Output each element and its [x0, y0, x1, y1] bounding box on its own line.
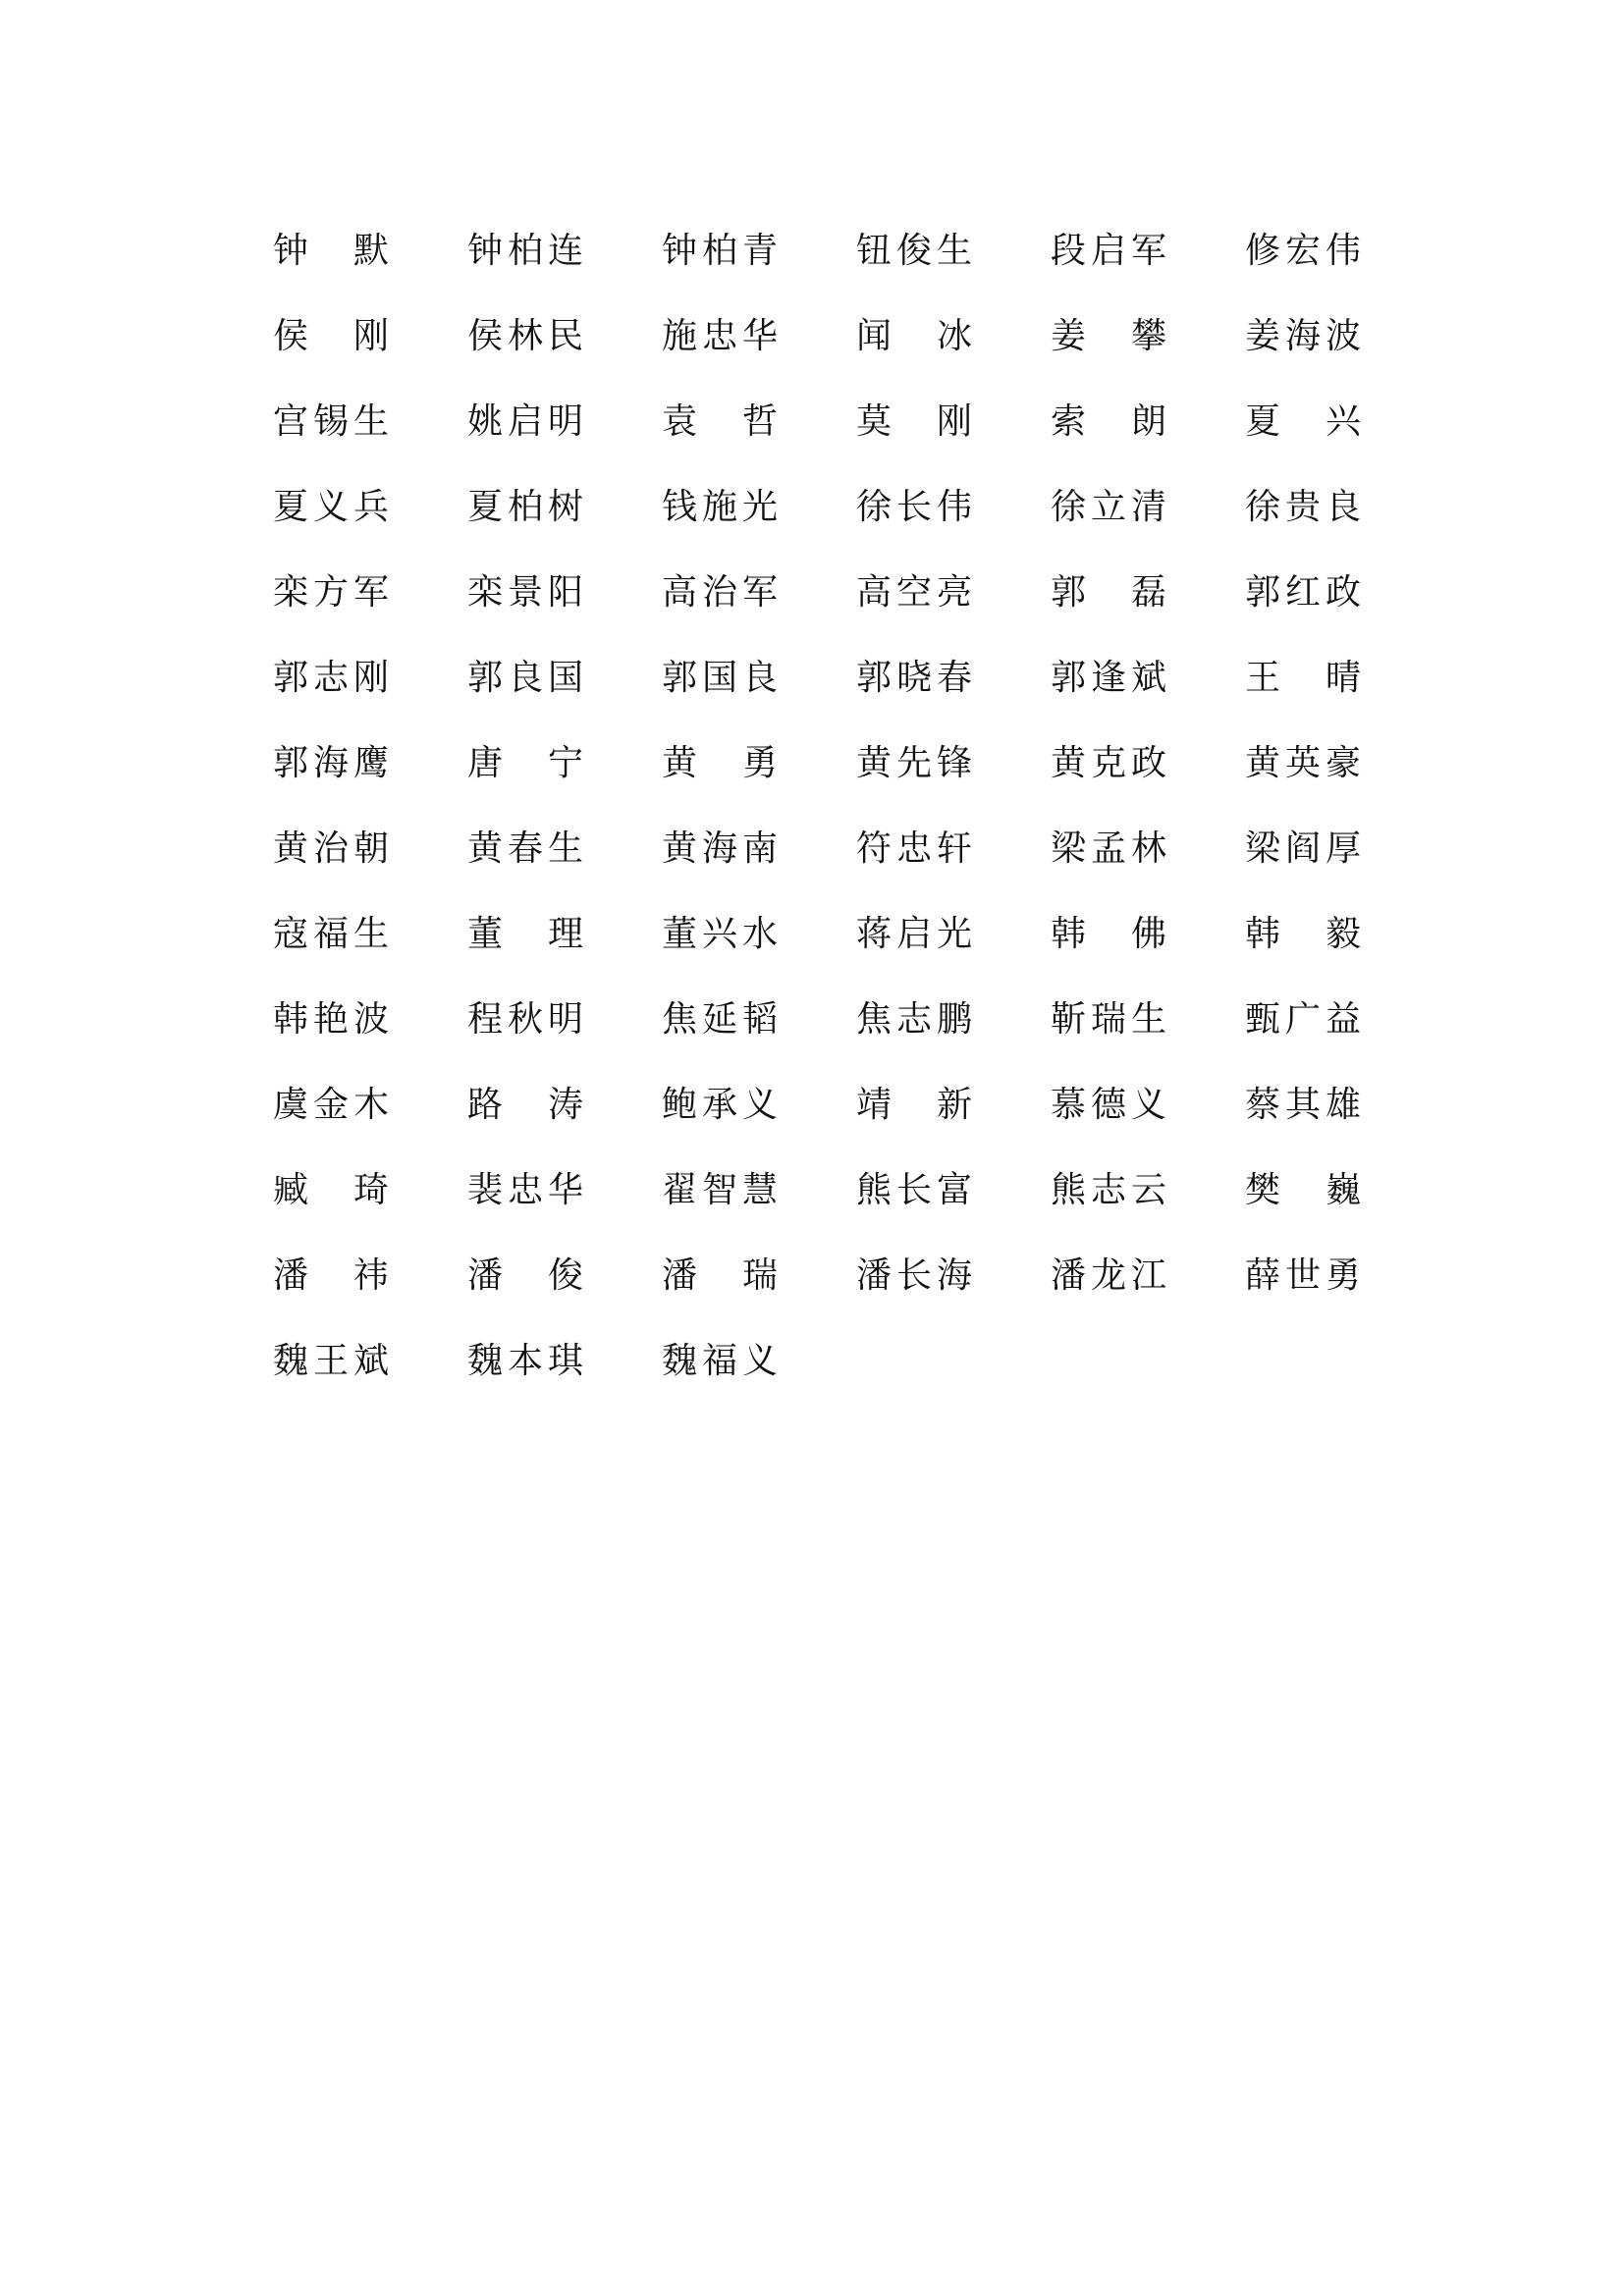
name-entry: 夏 义 兵 — [273, 486, 390, 527]
name-entry: 钟 柏 连 — [467, 230, 584, 271]
name-entry: 栾 景 阳 — [467, 571, 584, 613]
name-entry: 翟 智 慧 — [662, 1169, 779, 1210]
name-entry: 魏 福 义 — [662, 1340, 779, 1381]
name-entry: 徐 长 伟 — [856, 486, 973, 527]
name-entry: 栾 方 军 — [273, 571, 390, 613]
name-entry: 郭 逢 斌 — [1051, 657, 1167, 698]
name-entry: 徐 立 清 — [1051, 486, 1167, 527]
name-entry: 郭 良 国 — [467, 657, 584, 698]
name-entry: 唐 宁 — [467, 742, 584, 783]
name-entry: 侯 刚 — [273, 315, 390, 356]
name-entry: 徐 贵 良 — [1245, 486, 1362, 527]
name-entry: 董 理 — [467, 913, 584, 954]
name-entry: 黄 先 锋 — [856, 742, 973, 783]
name-entry: 莫 刚 — [856, 400, 973, 442]
name-entry: 潘 瑞 — [662, 1255, 779, 1296]
name-entry: 黄 克 政 — [1051, 742, 1167, 783]
name-entry: 董 兴 水 — [662, 913, 779, 954]
name-entry: 黄 海 南 — [662, 828, 779, 869]
name-entry: 甄 广 益 — [1245, 998, 1362, 1040]
name-entry: 鲍 承 义 — [662, 1084, 779, 1125]
name-entry: 慕 德 义 — [1051, 1084, 1167, 1125]
name-entry: 郭 红 政 — [1245, 571, 1362, 613]
name-entry: 郭 磊 — [1051, 571, 1167, 613]
name-entry: 蔡 其 雄 — [1245, 1084, 1362, 1125]
name-entry: 施 忠 华 — [662, 315, 779, 356]
name-entry: 侯 林 民 — [467, 315, 584, 356]
name-entry: 潘 长 海 — [856, 1255, 973, 1296]
name-entry: 虞 金 木 — [273, 1084, 390, 1125]
name-entry: 郭 海 鹰 — [273, 742, 390, 783]
name-entry: 王 晴 — [1245, 657, 1362, 698]
name-entry: 郭 志 刚 — [273, 657, 390, 698]
name-entry: 郭 国 良 — [662, 657, 779, 698]
name-entry: 高 空 亮 — [856, 571, 973, 613]
name-entry: 魏 王 斌 — [273, 1340, 390, 1381]
name-entry: 夏 柏 树 — [467, 486, 584, 527]
name-list — [273, 208, 1382, 1404]
name-entry: 黄 治 朝 — [273, 828, 390, 869]
name-entry: 潘 俊 — [467, 1255, 584, 1296]
name-entry: 焦 延 韬 — [662, 998, 779, 1040]
name-entry: 潘 龙 江 — [1051, 1255, 1167, 1296]
name-entry: 闻 冰 — [856, 315, 973, 356]
name-entry: 钱 施 光 — [662, 486, 779, 527]
name-entry: 臧 琦 — [273, 1169, 390, 1210]
name-entry: 魏 本 琪 — [467, 1340, 584, 1381]
name-entry: 寇 福 生 — [273, 913, 390, 954]
name-entry: 梁 孟 林 — [1051, 828, 1167, 869]
name-entry: 梁 阎 厚 — [1245, 828, 1362, 869]
name-entry: 符 忠 轩 — [856, 828, 973, 869]
name-entry: 夏 兴 — [1245, 400, 1362, 442]
name-entry: 高 治 军 — [662, 571, 779, 613]
name-entry: 路 涛 — [467, 1084, 584, 1125]
name-entry: 焦 志 鹏 — [856, 998, 973, 1040]
name-entry: 薛 世 勇 — [1245, 1255, 1362, 1296]
name-entry: 蒋 启 光 — [856, 913, 973, 954]
name-entry: 韩 毅 — [1245, 913, 1362, 954]
name-entry: 宫 锡 生 — [273, 400, 390, 442]
name-entry: 修 宏 伟 — [1245, 230, 1362, 271]
name-entry: 姜 海 波 — [1245, 315, 1362, 356]
name-entry: 郭 晓 春 — [856, 657, 973, 698]
name-entry: 黄 春 生 — [467, 828, 584, 869]
name-entry: 熊 长 富 — [856, 1169, 973, 1210]
name-entry: 樊 巍 — [1245, 1169, 1362, 1210]
name-entry: 黄 勇 — [662, 742, 779, 783]
name-entry: 韩 艳 波 — [273, 998, 390, 1040]
name-entry: 索 朗 — [1051, 400, 1167, 442]
name-entry: 姚 启 明 — [467, 400, 584, 442]
name-entry: 韩 佛 — [1051, 913, 1167, 954]
name-entry: 段 启 军 — [1051, 230, 1167, 271]
name-entry: 钟 默 — [273, 230, 390, 271]
name-entry: 裴 忠 华 — [467, 1169, 584, 1210]
name-entry: 袁 哲 — [662, 400, 779, 442]
name-entry: 靖 新 — [856, 1084, 973, 1125]
name-entry: 姜 攀 — [1051, 315, 1167, 356]
name-entry: 靳 瑞 生 — [1051, 998, 1167, 1040]
name-entry: 黄 英 豪 — [1245, 742, 1362, 783]
name-entry: 钟 柏 青 — [662, 230, 779, 271]
name-entry: 程 秋 明 — [467, 998, 584, 1040]
name-entry: 潘 祎 — [273, 1255, 390, 1296]
name-entry: 熊 志 云 — [1051, 1169, 1167, 1210]
name-entry: 钮 俊 生 — [856, 230, 973, 271]
